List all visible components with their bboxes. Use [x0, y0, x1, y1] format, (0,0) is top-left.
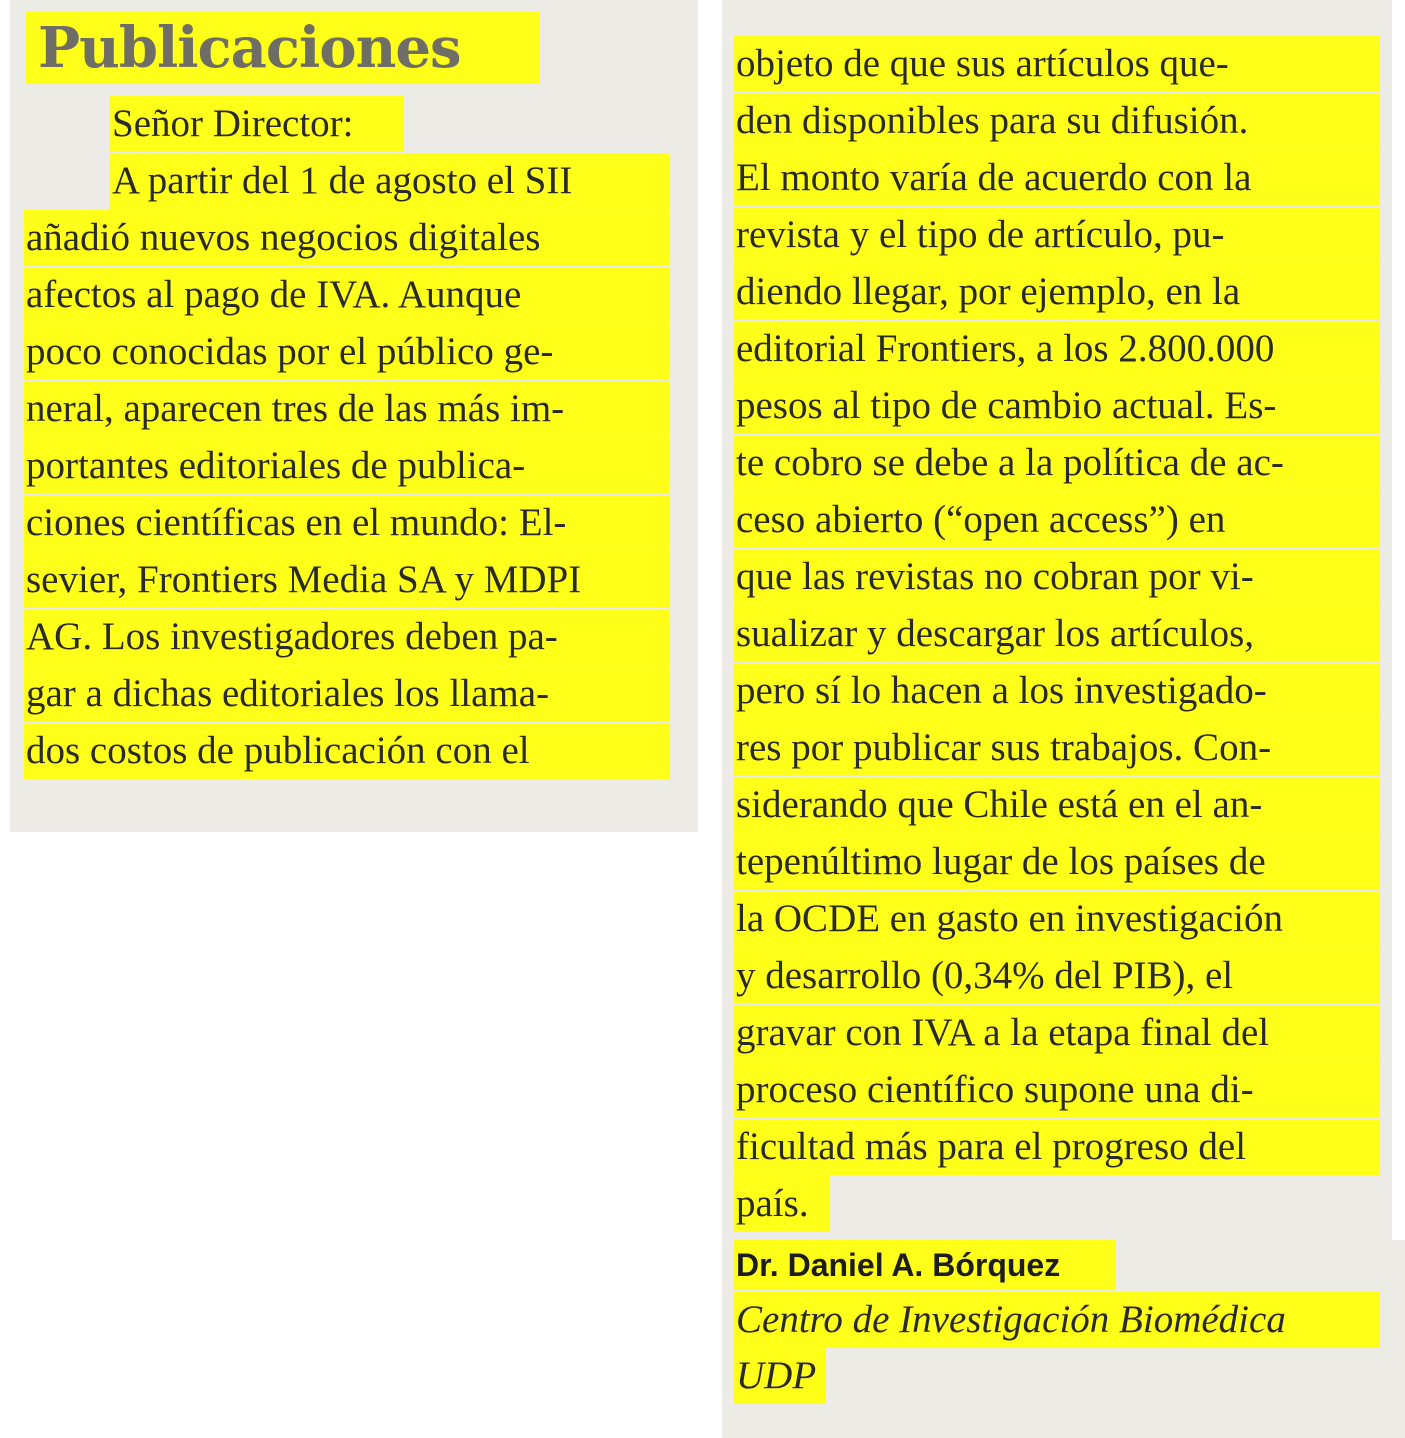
body-text: diendo llegar, por ejemplo, en la	[736, 270, 1241, 313]
body-line	[734, 1119, 1380, 1175]
body-line	[734, 663, 1380, 719]
body-text: gar a dichas editoriales los llama-	[26, 672, 550, 715]
body-line	[734, 435, 1380, 491]
body-line	[734, 378, 1380, 434]
body-line	[734, 720, 1380, 776]
body-line	[734, 1005, 1380, 1061]
body-text: te cobro se debe a la política de ac-	[736, 441, 1284, 484]
body-text: objeto de que sus artículos que-	[736, 42, 1229, 85]
body-text: portantes editoriales de publica-	[26, 444, 526, 487]
body-line	[734, 1176, 830, 1232]
body-text: ficultad más para el progreso del	[736, 1125, 1247, 1168]
affiliation-text: UDP	[736, 1354, 817, 1397]
body-text: la OCDE en gasto en investigación	[736, 897, 1283, 940]
body-text: res por publicar sus trabajos. Con-	[736, 726, 1272, 769]
body-text: AG. Los investigadores deben pa-	[26, 615, 558, 658]
body-text: sualizar y descargar los artículos,	[736, 612, 1255, 655]
page-title: Publicaciones	[26, 12, 540, 84]
body-text: país.	[736, 1182, 809, 1225]
author-signature	[734, 1240, 1116, 1290]
body-line	[734, 492, 1380, 548]
body-text: proceso científico supone una di-	[736, 1068, 1254, 1111]
body-line	[734, 948, 1380, 1004]
body-text: editorial Frontiers, a los 2.800.000	[736, 327, 1275, 370]
body-text: A partir del 1 de agosto el SII	[112, 159, 573, 202]
body-text: sevier, Frontiers Media SA y MDPI	[26, 558, 582, 601]
body-line	[734, 264, 1380, 320]
affiliation-text: Centro de Investigación Biomédica	[736, 1298, 1286, 1341]
body-text: y desarrollo (0,34% del PIB), el	[736, 954, 1234, 997]
body-text: El monto varía de acuerdo con la	[736, 156, 1252, 199]
body-line	[734, 36, 1380, 92]
body-text: afectos al pago de IVA. Aunque	[26, 273, 522, 316]
body-text: den disponibles para su difusión.	[736, 99, 1249, 142]
body-text: ceso abierto (“open access”) en	[736, 498, 1226, 541]
body-line	[734, 321, 1380, 377]
affiliation-line	[734, 1348, 826, 1404]
body-line	[734, 207, 1380, 263]
body-text: pesos al tipo de cambio actual. Es-	[736, 384, 1277, 427]
body-line	[734, 1062, 1380, 1118]
author-name: Dr. Daniel A. Bórquez	[736, 1247, 1061, 1283]
body-text: que las revistas no cobran por vi-	[736, 555, 1254, 598]
body-text: pero sí lo hacen a los investigado-	[736, 669, 1267, 712]
body-line	[734, 834, 1380, 890]
body-text: añadió nuevos negocios digitales	[26, 216, 541, 259]
salutation-text: Señor Director:	[112, 102, 354, 145]
body-line	[734, 150, 1380, 206]
body-text: revista y el tipo de artículo, pu-	[736, 213, 1225, 256]
body-text: dos costos de publicación con el	[26, 729, 530, 772]
body-line	[734, 549, 1380, 605]
body-line	[734, 606, 1380, 662]
body-line	[734, 777, 1380, 833]
body-line	[734, 93, 1380, 149]
body-text: poco conocidas por el público ge-	[26, 330, 554, 373]
body-text: neral, aparecen tres de las más im-	[26, 387, 565, 430]
body-line	[734, 891, 1380, 947]
body-text: siderando que Chile está en el an-	[736, 783, 1263, 826]
affiliation-line	[734, 1292, 1380, 1348]
body-text: tepenúltimo lugar de los países de	[736, 840, 1266, 883]
body-text: ciones científicas en el mundo: El-	[26, 501, 567, 544]
body-text: gravar con IVA a la etapa final del	[736, 1011, 1270, 1054]
